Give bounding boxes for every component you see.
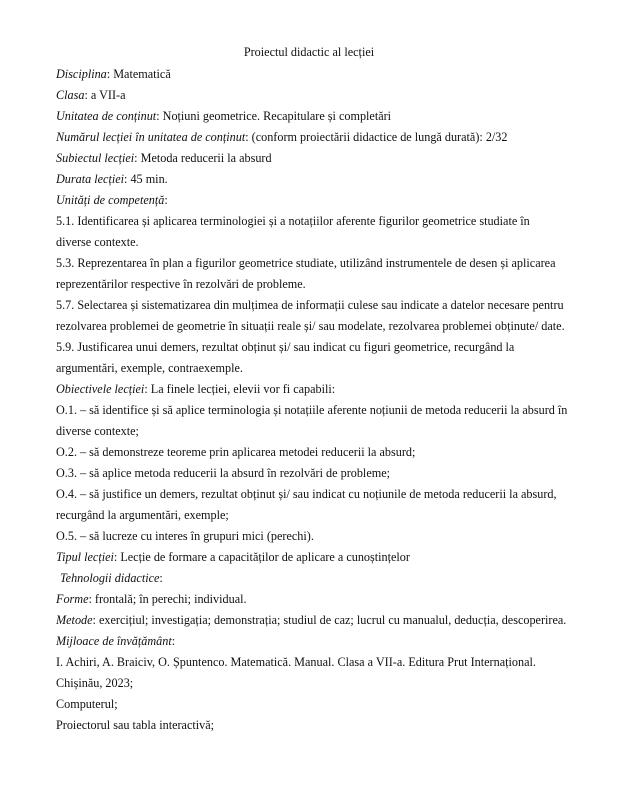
field-value: : frontală; în perechi; individual. [88,592,247,606]
obiective-heading [56,382,335,397]
unitati-heading [56,193,168,208]
competenta-5-7-line-1: 5.7. Selectarea și sistematizarea din mulțimea de informații culese sau indicate a datelor necesare pentru [56,298,564,312]
competenta-5-3-line-1: 5.3. Reprezentarea în plan a figurilor geometrice studiate, utilizând instrumentele de desen și aplicarea [56,256,556,270]
field-subiectul [56,151,272,166]
field-forme [56,592,247,607]
field-label: Disciplina [56,67,107,81]
field-label: Metode [56,613,93,627]
obiectiv-o1-line-1: O.1. – să identifice și să aplice terminologia și notațiile aferente noțiunii de metoda reducerii la absurd în [56,403,568,417]
obiectiv-o2: O.2. – să demonstreze teoreme prin aplicarea metodei reducerii la absurd; [56,445,416,459]
field-value: : [159,571,163,585]
field-label: Unități de competență [56,193,165,207]
field-unitatea [56,109,391,124]
field-label: Clasa [56,88,85,102]
field-label: Numărul lecției în unitatea de conținut [56,130,246,144]
field-label: Tehnologii didactice [60,571,160,585]
field-value: : a VII-a [84,88,126,102]
obiectiv-o1-line-2: diverse contexte; [56,424,139,438]
competenta-5-1-line-1: 5.1. Identificarea și aplicarea terminologiei și a notațiilor aferente figurilor geometrice studiate în [56,214,530,228]
field-label: Obiectivele lecției [56,382,145,396]
obiectiv-o3: O.3. – să aplice metoda reducerii la absurd în rezolvări de probleme; [56,466,391,480]
competenta-5-3-line-2: reprezentărilor respective în rezolvări de probleme. [56,277,306,291]
manual-line-1: I. Achiri, A. Braiciv, O. Șpuntenco. Matematică. Manual. Clasa a VII-a. Editura Prut Internațional. [56,655,536,669]
page-title: Proiectul didactic al lecției [243,45,375,59]
field-durata [56,172,168,187]
field-label: Forme [56,592,89,606]
field-value: : Lecție de formare a capacităților de aplicare a cunoștințelor [113,550,410,564]
field-disciplina [56,67,171,82]
field-label: Durata lecției [56,172,125,186]
field-metode [56,613,566,628]
field-value: : [164,193,168,207]
field-numarul [56,130,507,145]
field-value: : Metoda reducerii la absurd [134,151,272,165]
field-clasa [56,88,126,103]
field-value: : Noțiuni geometrice. Recapitulare și completări [156,109,392,123]
obiectiv-o5: O.5. – să lucreze cu interes în grupuri mici (perechi). [56,529,314,543]
field-value: : La finele lecției, elevii vor fi capabili: [144,382,336,396]
field-tipul [56,550,410,565]
competenta-5-7-line-2: rezolvarea problemei de geometrie în situații reale și/ sau modelate, rezolvarea problemei obținute/ date. [56,319,565,333]
proiectorul-item: Proiectorul sau tabla interactivă; [56,718,215,732]
obiectiv-o4-line-1: O.4. – să justifice un demers, rezultat obținut și/ sau indicat cu noțiunile de metoda reducerii la absurd, [56,487,557,501]
field-value: : exercițiul; investigația; demonstrația; studiul de caz; lucrul cu manualul, deducția, descoperirea. [92,613,567,627]
manual-line-2: Chișinău, 2023; [56,676,134,690]
field-value: : Matematică [106,67,171,81]
obiectiv-o4-line-2: recurgând la argumentări, exemple; [56,508,229,522]
mijloace-heading [56,634,175,649]
computerul-item: Computerul; [56,697,118,711]
field-value: : 45 min. [124,172,168,186]
field-label: Tipul lecției [56,550,114,564]
field-label: Mijloace de învățământ [56,634,172,648]
field-value: : (conform proiectării didactice de lungă durată): 2/32 [245,130,508,144]
field-value: : [171,634,176,648]
competenta-5-9-line-1: 5.9. Justificarea unui demers, rezultat obținut și/ sau indicat cu figuri geometrice, recurgând la [56,340,515,354]
field-label: Subiectul lecției [56,151,135,165]
field-label: Unitatea de conținut [56,109,157,123]
tehnologii-heading [60,571,163,586]
competenta-5-9-line-2: argumentări, exemple, contraexemple. [56,361,243,375]
competenta-5-1-line-2: diverse contexte. [56,235,139,249]
